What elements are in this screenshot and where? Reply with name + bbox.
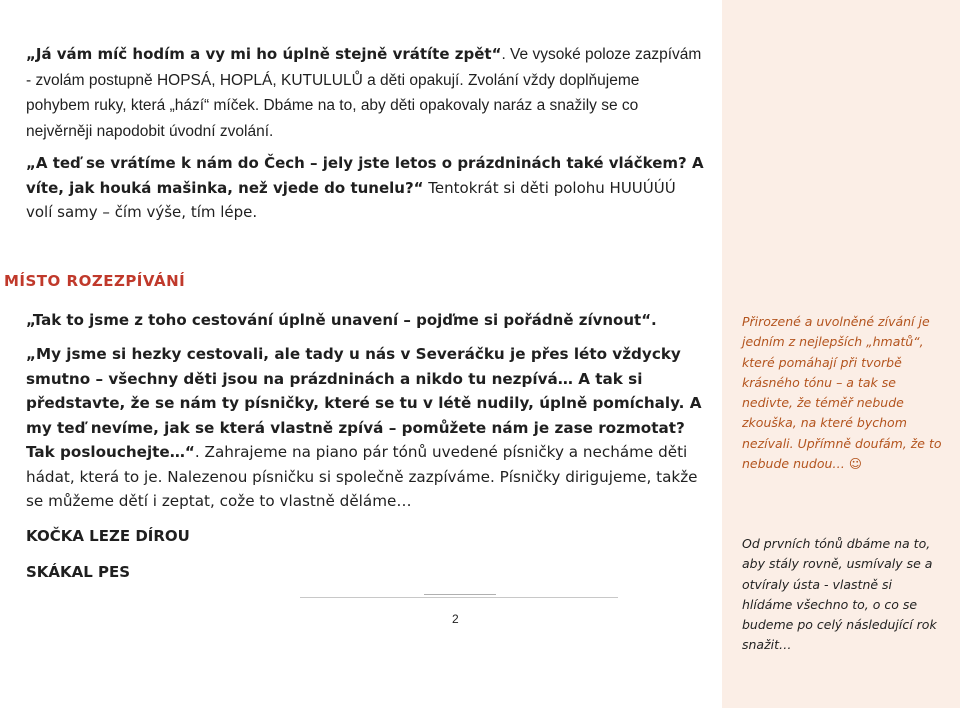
page-number: 2 bbox=[452, 612, 459, 626]
paragraph-train bbox=[26, 151, 706, 225]
paragraph-songs bbox=[26, 342, 706, 514]
quote-train: „A teď se vrátíme k nám do Čech – jely jste letos o prázdninách také vláčkem? A víte, jak houká mašinka, než vjede do tunelu?“ bbox=[26, 154, 704, 197]
sidebar-note-yawning: Přirozené a uvolněné zívání je jedním z nejlepších „hmatů“, které pomáhají při tvorbě krásného tónu – a tak se nedivte, že téměř nebude zkouška, na které bychom nezívali. Upřímně doufám, že to nebude nudou… ☺ bbox=[742, 314, 942, 472]
quote-ball-game: „Já vám míč hodím a vy mi ho úplně stejně vrátíte zpět“ bbox=[26, 45, 502, 63]
quote-songs: „My jsme si hezky cestovali, ale tady u nás v Severáčku je přes léto vždycky smutno – všechny děti jsou na prázdninách a nikdo tu nezpívá… A tak si představte, že se nám ty písničky, které se tu v létě nudily, úplně pomíchaly. A my teď nevíme, jak se která vlastně zpívá – pomůžete nám je zase rozmotat? Tak poslouchejte…“ bbox=[26, 345, 702, 461]
section-heading: MÍSTO ROZEZPÍVÁNÍ bbox=[4, 272, 186, 290]
sidebar-note-posture: Od prvních tónů dbáme na to, aby stály rovně, usmívaly se a otvíraly ústa - vlastně si hlídáme všechno to, o co se budeme po celý následující rok snažit… bbox=[742, 536, 937, 653]
footer-rule bbox=[300, 597, 618, 598]
text-songs: . Zahrajeme na piano pár tónů uvedené písničky a necháme děti hádat, která to je. Nalezenou písničku si společně zazpíváme. Písničky dirigujeme, takže se můžeme dětí i zeptat, cože to vlastně děláme… bbox=[26, 443, 698, 510]
song-title-kocka: KOČKA LEZE DÍROU bbox=[26, 527, 190, 545]
paragraph-yawn: „Tak to jsme z toho cestování úplně unavení – pojďme si pořádně zívnout“. bbox=[26, 311, 657, 329]
song-title-skakal-pes: SKÁKAL PES bbox=[26, 563, 131, 581]
paragraph-ball-game bbox=[26, 42, 706, 144]
text-ball-game: . Ve vysoké poloze zazpívám - zvolám postupně HOPSÁ, HOPLÁ, KUTULULŮ a děti opakují. Zvolání vždy doplňujeme pohybem ruky, která „hází“ míček. Dbáme na to, aby děti opakovaly naráz a snažily se co nejvěrněji napodobit úvodní zvolání. bbox=[26, 46, 702, 140]
footer-rule-short bbox=[424, 594, 496, 595]
text-train: Tentokrát si děti polohu HUUÚÚÚ volí samy – čím výše, tím lépe. bbox=[26, 178, 676, 221]
